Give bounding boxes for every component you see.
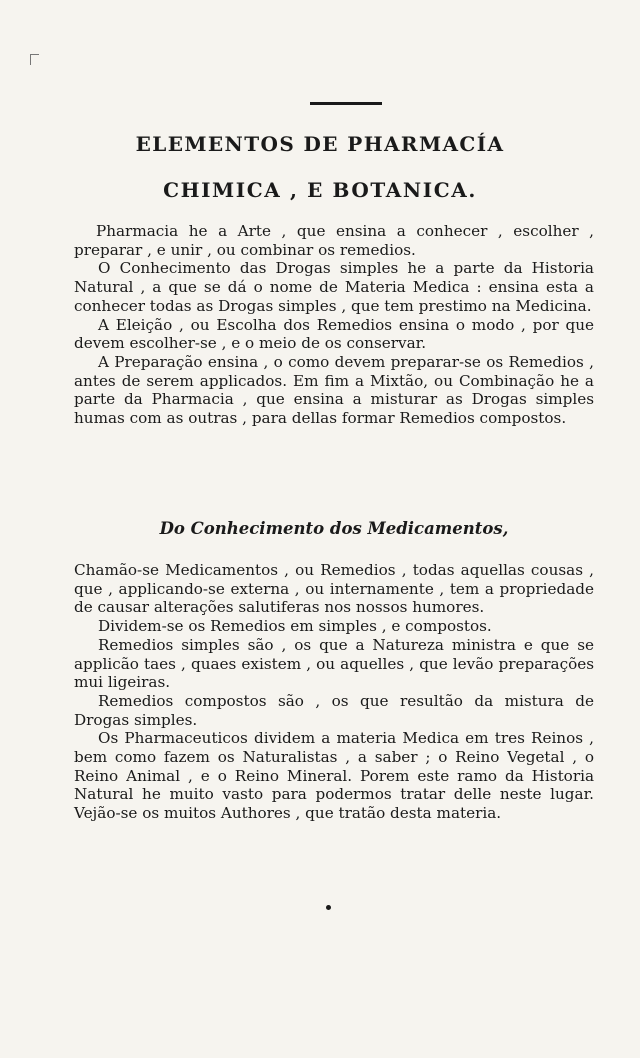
paragraph: Chamão-se Medicamentos , ou Remedios , todas aquellas cousas , que , applicando-se externa , ou internamente , tem a propriedade de causar alterações salutiferas nos nossos humores. [74, 561, 594, 617]
section-text [74, 561, 594, 823]
paragraph: A Preparação ensina , o como devem preparar-se os Remedios , antes de serem applicados. Em fim a Mixtão, ou Combinação he a parte da Pharmacia , que ensina a misturar as Drogas simples humas com as outras , para dellas formar Remedios compostos. [74, 352, 594, 428]
printer-mark [326, 905, 331, 910]
page-corner-mark [30, 54, 39, 65]
paragraph: Dividem-se os Remedios em simples , e compostos. [98, 617, 492, 636]
title-line-2: CHIMICA , E BOTANICA. [163, 178, 477, 202]
paragraph: Pharmacia he a Arte , que ensina a conhecer , escolher , preparar , e unir , ou combinar os remedios. [74, 222, 594, 259]
paragraph: A Eleição , ou Escolha dos Remedios ensina o modo , por que devem escolher-se , e o meio de os conservar. [74, 315, 594, 353]
paragraph: O Conhecimento das Drogas simples he a parte da Historia Natural , a que se dá o nome de Materia Medica : ensina esta a conhecer todas as Drogas simples , que tem prestimo na Medicina. [74, 259, 594, 315]
header-rule [310, 102, 382, 105]
paragraph: Remedios compostos são , os que resultão da mistura de Drogas simples. [74, 691, 594, 729]
title-line-1: ELEMENTOS DE PHARMACÍA [135, 132, 505, 156]
intro-text [74, 222, 594, 428]
paragraph: Os Pharmaceuticos dividem a materia Medica em tres Reinos , bem como fazem os Naturalistas , a saber ; o Reino Vegetal , o Reino Animal , e o Reino Mineral. Porem este ramo da Historia Natural he muito vasto para podermos tratar delle neste lugar. Vejão-se os muitos Authores , que tratão desta materia. [74, 729, 594, 823]
section-heading: Do Conhecimento dos Medicamentos, [159, 519, 509, 538]
paragraph: Remedios simples são , os que a Natureza ministra e que se applicão taes , quaes existem , ou aquelles , que levão preparações mui ligeiras. [74, 635, 594, 692]
